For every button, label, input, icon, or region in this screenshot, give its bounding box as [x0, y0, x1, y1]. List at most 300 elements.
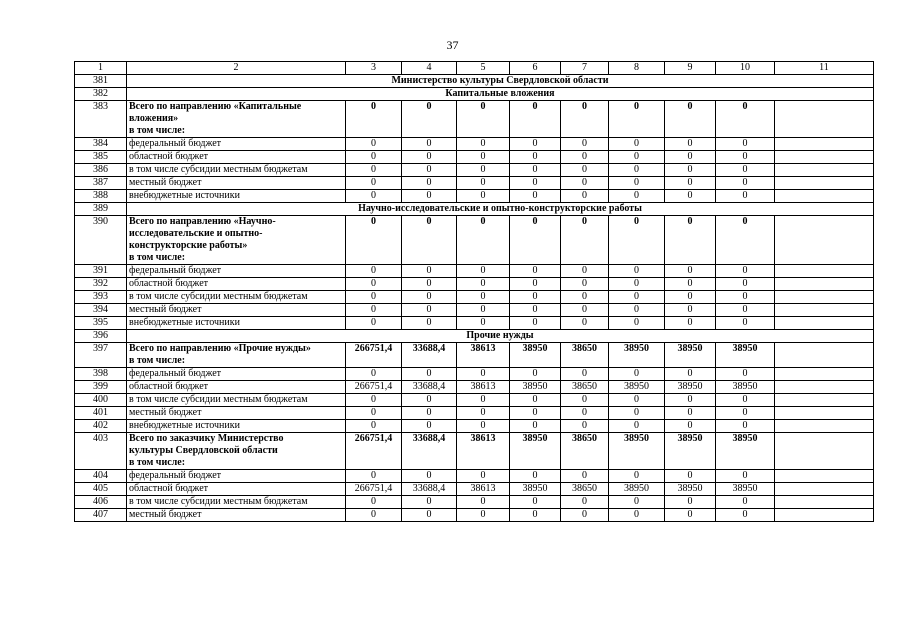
row-label-line: внебюджетные источники — [129, 420, 240, 431]
value-cell — [775, 368, 874, 381]
value-cell: 33688,4 — [402, 483, 457, 496]
row-number: 386 — [75, 164, 127, 177]
row-number: 392 — [75, 278, 127, 291]
value-cell: 0 — [716, 101, 775, 138]
value-cell — [775, 304, 874, 317]
row-label-line: областной бюджет — [129, 151, 209, 162]
value-cell: 0 — [402, 394, 457, 407]
value-cell: 266751,4 — [346, 483, 402, 496]
row-label — [127, 278, 346, 291]
row-label — [127, 433, 346, 470]
row-number: 395 — [75, 317, 127, 330]
value-cell: 0 — [609, 304, 665, 317]
table-row — [75, 265, 874, 278]
value-cell: 0 — [716, 407, 775, 420]
value-cell: 0 — [609, 216, 665, 265]
value-cell — [775, 394, 874, 407]
row-label — [127, 265, 346, 278]
value-cell: 0 — [665, 190, 716, 203]
value-cell: 0 — [716, 304, 775, 317]
row-label — [127, 343, 346, 368]
page-number: 37 — [446, 38, 459, 52]
column-number: 6 — [510, 62, 561, 75]
value-cell: 38950 — [665, 483, 716, 496]
table-row — [75, 164, 874, 177]
value-cell: 0 — [716, 164, 775, 177]
value-cell: 0 — [561, 496, 609, 509]
table-body — [75, 62, 874, 522]
value-cell — [775, 483, 874, 496]
value-cell — [775, 216, 874, 265]
value-cell — [775, 317, 874, 330]
value-cell: 38950 — [716, 343, 775, 368]
table-row — [75, 394, 874, 407]
value-cell — [775, 164, 874, 177]
value-cell: 0 — [665, 265, 716, 278]
row-number: 402 — [75, 420, 127, 433]
row-label — [127, 138, 346, 151]
table-row — [75, 317, 874, 330]
value-cell: 0 — [716, 470, 775, 483]
value-cell — [775, 190, 874, 203]
value-cell: 0 — [402, 190, 457, 203]
value-cell — [775, 509, 874, 522]
value-cell: 0 — [561, 420, 609, 433]
value-cell: 0 — [510, 407, 561, 420]
value-cell: 0 — [561, 509, 609, 522]
value-cell: 0 — [510, 368, 561, 381]
section-title: Научно-исследовательские и опытно-конструкторские работы — [127, 203, 874, 216]
table-row — [75, 509, 874, 522]
value-cell: 0 — [665, 509, 716, 522]
value-cell — [775, 151, 874, 164]
value-cell: 0 — [716, 394, 775, 407]
value-cell: 0 — [609, 496, 665, 509]
column-number: 11 — [775, 62, 874, 75]
row-label-line: Всего по направлению «Прочие нужды» — [129, 343, 311, 354]
row-number: 390 — [75, 216, 127, 265]
value-cell: 38950 — [609, 433, 665, 470]
value-cell: 0 — [609, 101, 665, 138]
value-cell: 0 — [716, 278, 775, 291]
value-cell: 0 — [346, 278, 402, 291]
value-cell: 0 — [402, 265, 457, 278]
value-cell: 0 — [510, 304, 561, 317]
value-cell: 38950 — [665, 433, 716, 470]
value-cell: 0 — [665, 138, 716, 151]
value-cell: 0 — [665, 101, 716, 138]
row-label-line: Всего по направлению «Капитальные — [129, 101, 302, 112]
value-cell: 0 — [716, 317, 775, 330]
value-cell: 0 — [561, 177, 609, 190]
row-label — [127, 317, 346, 330]
value-cell: 0 — [346, 509, 402, 522]
value-cell: 0 — [716, 265, 775, 278]
row-label-line: федеральный бюджет — [129, 368, 222, 379]
value-cell: 0 — [346, 265, 402, 278]
value-cell: 0 — [665, 304, 716, 317]
row-label — [127, 470, 346, 483]
value-cell: 0 — [457, 470, 510, 483]
row-label — [127, 394, 346, 407]
value-cell: 0 — [561, 304, 609, 317]
value-cell: 0 — [457, 164, 510, 177]
row-label-line: вложения» — [129, 113, 179, 124]
column-number: 1 — [75, 62, 127, 75]
column-number: 7 — [561, 62, 609, 75]
value-cell: 0 — [716, 420, 775, 433]
value-cell: 38650 — [561, 343, 609, 368]
value-cell: 0 — [716, 151, 775, 164]
row-number: 393 — [75, 291, 127, 304]
value-cell: 0 — [716, 216, 775, 265]
value-cell: 38950 — [609, 483, 665, 496]
value-cell: 0 — [561, 151, 609, 164]
value-cell — [775, 278, 874, 291]
value-cell: 0 — [346, 496, 402, 509]
row-number: 391 — [75, 265, 127, 278]
row-number: 385 — [75, 151, 127, 164]
value-cell: 0 — [561, 470, 609, 483]
column-number-row — [75, 62, 874, 75]
value-cell: 0 — [402, 368, 457, 381]
value-cell: 0 — [402, 291, 457, 304]
row-number: 382 — [75, 88, 127, 101]
value-cell: 0 — [665, 216, 716, 265]
value-cell: 0 — [457, 151, 510, 164]
value-cell: 0 — [510, 420, 561, 433]
value-cell: 0 — [457, 496, 510, 509]
value-cell: 0 — [457, 278, 510, 291]
value-cell: 0 — [609, 190, 665, 203]
value-cell — [775, 381, 874, 394]
value-cell: 0 — [716, 509, 775, 522]
table-row — [75, 470, 874, 483]
row-label — [127, 177, 346, 190]
value-cell: 0 — [561, 317, 609, 330]
value-cell: 0 — [402, 470, 457, 483]
value-cell: 38950 — [609, 343, 665, 368]
row-label-line: конструкторские работы» — [129, 240, 248, 251]
row-number: 383 — [75, 101, 127, 138]
table-row — [75, 483, 874, 496]
row-label — [127, 483, 346, 496]
value-cell: 0 — [402, 317, 457, 330]
section-title: Капитальные вложения — [127, 88, 874, 101]
value-cell — [775, 407, 874, 420]
column-number: 8 — [609, 62, 665, 75]
value-cell: 0 — [346, 151, 402, 164]
value-cell: 0 — [510, 278, 561, 291]
value-cell: 0 — [665, 164, 716, 177]
value-cell — [775, 420, 874, 433]
column-number: 9 — [665, 62, 716, 75]
value-cell: 38950 — [665, 343, 716, 368]
row-label — [127, 190, 346, 203]
value-cell: 0 — [402, 177, 457, 190]
row-label-line: местный бюджет — [129, 407, 202, 418]
value-cell: 0 — [457, 291, 510, 304]
value-cell: 0 — [510, 101, 561, 138]
column-number: 2 — [127, 62, 346, 75]
value-cell: 0 — [665, 278, 716, 291]
value-cell: 0 — [510, 164, 561, 177]
value-cell — [775, 470, 874, 483]
value-cell: 0 — [457, 304, 510, 317]
value-cell: 0 — [716, 291, 775, 304]
table-row — [75, 216, 874, 265]
value-cell: 0 — [609, 278, 665, 291]
row-number: 389 — [75, 203, 127, 216]
row-number: 397 — [75, 343, 127, 368]
row-label-line: внебюджетные источники — [129, 317, 240, 328]
value-cell: 0 — [665, 151, 716, 164]
section-row — [75, 203, 874, 216]
value-cell: 0 — [510, 177, 561, 190]
value-cell: 0 — [665, 291, 716, 304]
budget-table — [74, 61, 874, 522]
value-cell: 0 — [346, 138, 402, 151]
row-label — [127, 420, 346, 433]
value-cell: 0 — [665, 470, 716, 483]
table-row — [75, 151, 874, 164]
table-row — [75, 177, 874, 190]
value-cell: 0 — [609, 470, 665, 483]
row-label-line: в том числе: — [129, 125, 186, 136]
table-row — [75, 381, 874, 394]
value-cell — [775, 177, 874, 190]
value-cell: 38613 — [457, 483, 510, 496]
row-label — [127, 304, 346, 317]
value-cell: 0 — [561, 407, 609, 420]
value-cell: 33688,4 — [402, 343, 457, 368]
row-number: 396 — [75, 330, 127, 343]
value-cell: 0 — [402, 138, 457, 151]
column-number: 3 — [346, 62, 402, 75]
row-number: 381 — [75, 75, 127, 88]
value-cell: 0 — [716, 190, 775, 203]
value-cell: 0 — [402, 420, 457, 433]
row-number: 387 — [75, 177, 127, 190]
value-cell: 0 — [561, 164, 609, 177]
value-cell: 0 — [346, 470, 402, 483]
value-cell: 0 — [716, 177, 775, 190]
row-label-line: в том числе субсидии местным бюджетам — [129, 291, 308, 302]
row-label-line: внебюджетные источники — [129, 190, 240, 201]
column-number: 4 — [402, 62, 457, 75]
value-cell: 33688,4 — [402, 433, 457, 470]
value-cell: 0 — [402, 496, 457, 509]
value-cell: 0 — [561, 190, 609, 203]
row-label — [127, 407, 346, 420]
row-number: 405 — [75, 483, 127, 496]
value-cell: 38950 — [510, 381, 561, 394]
value-cell: 0 — [510, 138, 561, 151]
row-label-line: федеральный бюджет — [129, 138, 222, 149]
table-row — [75, 407, 874, 420]
value-cell: 0 — [346, 304, 402, 317]
value-cell: 0 — [665, 368, 716, 381]
value-cell: 0 — [561, 101, 609, 138]
value-cell: 38650 — [561, 483, 609, 496]
value-cell — [775, 265, 874, 278]
table-row — [75, 101, 874, 138]
row-label — [127, 381, 346, 394]
value-cell: 0 — [346, 368, 402, 381]
value-cell: 0 — [561, 291, 609, 304]
value-cell — [775, 496, 874, 509]
table-row — [75, 190, 874, 203]
value-cell: 0 — [346, 216, 402, 265]
value-cell: 38613 — [457, 343, 510, 368]
value-cell: 0 — [609, 509, 665, 522]
column-number: 10 — [716, 62, 775, 75]
value-cell: 0 — [510, 190, 561, 203]
value-cell: 0 — [561, 368, 609, 381]
value-cell: 0 — [402, 216, 457, 265]
value-cell: 0 — [457, 420, 510, 433]
value-cell: 0 — [346, 164, 402, 177]
value-cell: 0 — [561, 138, 609, 151]
value-cell: 0 — [716, 368, 775, 381]
value-cell: 0 — [665, 317, 716, 330]
value-cell: 38613 — [457, 381, 510, 394]
value-cell: 0 — [609, 177, 665, 190]
value-cell: 0 — [609, 265, 665, 278]
value-cell — [775, 343, 874, 368]
value-cell: 0 — [346, 190, 402, 203]
value-cell: 0 — [457, 317, 510, 330]
row-label-line: местный бюджет — [129, 509, 202, 520]
value-cell: 0 — [346, 101, 402, 138]
row-label — [127, 216, 346, 265]
value-cell: 0 — [609, 407, 665, 420]
value-cell: 0 — [346, 177, 402, 190]
row-label-line: федеральный бюджет — [129, 265, 222, 276]
row-label-line: в том числе субсидии местным бюджетам — [129, 164, 308, 175]
value-cell: 0 — [457, 394, 510, 407]
table-row — [75, 368, 874, 381]
value-cell: 0 — [609, 394, 665, 407]
table-row — [75, 278, 874, 291]
value-cell: 0 — [665, 420, 716, 433]
value-cell: 38950 — [510, 433, 561, 470]
value-cell: 0 — [561, 265, 609, 278]
row-number: 406 — [75, 496, 127, 509]
row-label — [127, 151, 346, 164]
value-cell: 0 — [510, 394, 561, 407]
row-label-line: в том числе: — [129, 457, 186, 468]
value-cell: 38950 — [716, 433, 775, 470]
row-number: 394 — [75, 304, 127, 317]
value-cell: 0 — [665, 394, 716, 407]
row-number: 399 — [75, 381, 127, 394]
value-cell: 38613 — [457, 433, 510, 470]
value-cell: 0 — [346, 407, 402, 420]
value-cell: 0 — [561, 278, 609, 291]
row-number: 388 — [75, 190, 127, 203]
value-cell: 0 — [716, 138, 775, 151]
row-number: 384 — [75, 138, 127, 151]
value-cell: 0 — [402, 151, 457, 164]
row-label-line: в том числе субсидии местным бюджетам — [129, 394, 308, 405]
section-row — [75, 330, 874, 343]
value-cell: 0 — [510, 216, 561, 265]
value-cell: 0 — [665, 177, 716, 190]
section-row — [75, 88, 874, 101]
row-number: 403 — [75, 433, 127, 470]
row-label-line: федеральный бюджет — [129, 470, 222, 481]
value-cell: 38950 — [510, 483, 561, 496]
value-cell: 38650 — [561, 433, 609, 470]
value-cell: 0 — [346, 394, 402, 407]
row-label-line: областной бюджет — [129, 483, 209, 494]
row-number: 401 — [75, 407, 127, 420]
value-cell: 38950 — [609, 381, 665, 394]
value-cell: 38950 — [716, 483, 775, 496]
table-row — [75, 420, 874, 433]
row-label — [127, 496, 346, 509]
table-row — [75, 304, 874, 317]
value-cell: 0 — [457, 509, 510, 522]
value-cell: 0 — [457, 101, 510, 138]
value-cell: 0 — [402, 278, 457, 291]
row-label — [127, 164, 346, 177]
value-cell — [775, 101, 874, 138]
value-cell: 0 — [510, 509, 561, 522]
row-label-line: в том числе субсидии местным бюджетам — [129, 496, 308, 507]
row-number: 400 — [75, 394, 127, 407]
row-label-line: в том числе: — [129, 252, 186, 263]
value-cell: 266751,4 — [346, 343, 402, 368]
value-cell: 0 — [402, 407, 457, 420]
value-cell: 0 — [457, 368, 510, 381]
value-cell — [775, 433, 874, 470]
section-title: Прочие нужды — [127, 330, 874, 343]
value-cell: 0 — [457, 190, 510, 203]
table-row — [75, 496, 874, 509]
value-cell: 0 — [457, 138, 510, 151]
value-cell: 0 — [457, 265, 510, 278]
row-label-line: областной бюджет — [129, 278, 209, 289]
value-cell: 38950 — [716, 381, 775, 394]
row-label-line: Всего по направлению «Научно- — [129, 216, 276, 227]
value-cell: 0 — [510, 317, 561, 330]
row-number: 404 — [75, 470, 127, 483]
value-cell: 0 — [346, 420, 402, 433]
value-cell — [775, 138, 874, 151]
row-label-line: исследовательские и опытно- — [129, 228, 263, 239]
value-cell: 0 — [716, 496, 775, 509]
value-cell: 0 — [665, 496, 716, 509]
value-cell: 0 — [457, 407, 510, 420]
value-cell: 266751,4 — [346, 433, 402, 470]
value-cell: 0 — [510, 291, 561, 304]
value-cell: 0 — [609, 138, 665, 151]
value-cell: 38950 — [665, 381, 716, 394]
row-label — [127, 291, 346, 304]
value-cell: 0 — [346, 291, 402, 304]
row-label-line: культуры Свердловской области — [129, 445, 278, 456]
row-number: 407 — [75, 509, 127, 522]
row-label — [127, 101, 346, 138]
row-label-line: областной бюджет — [129, 381, 209, 392]
value-cell: 0 — [402, 304, 457, 317]
value-cell: 0 — [510, 496, 561, 509]
value-cell: 0 — [561, 394, 609, 407]
column-number: 5 — [457, 62, 510, 75]
value-cell: 0 — [510, 470, 561, 483]
